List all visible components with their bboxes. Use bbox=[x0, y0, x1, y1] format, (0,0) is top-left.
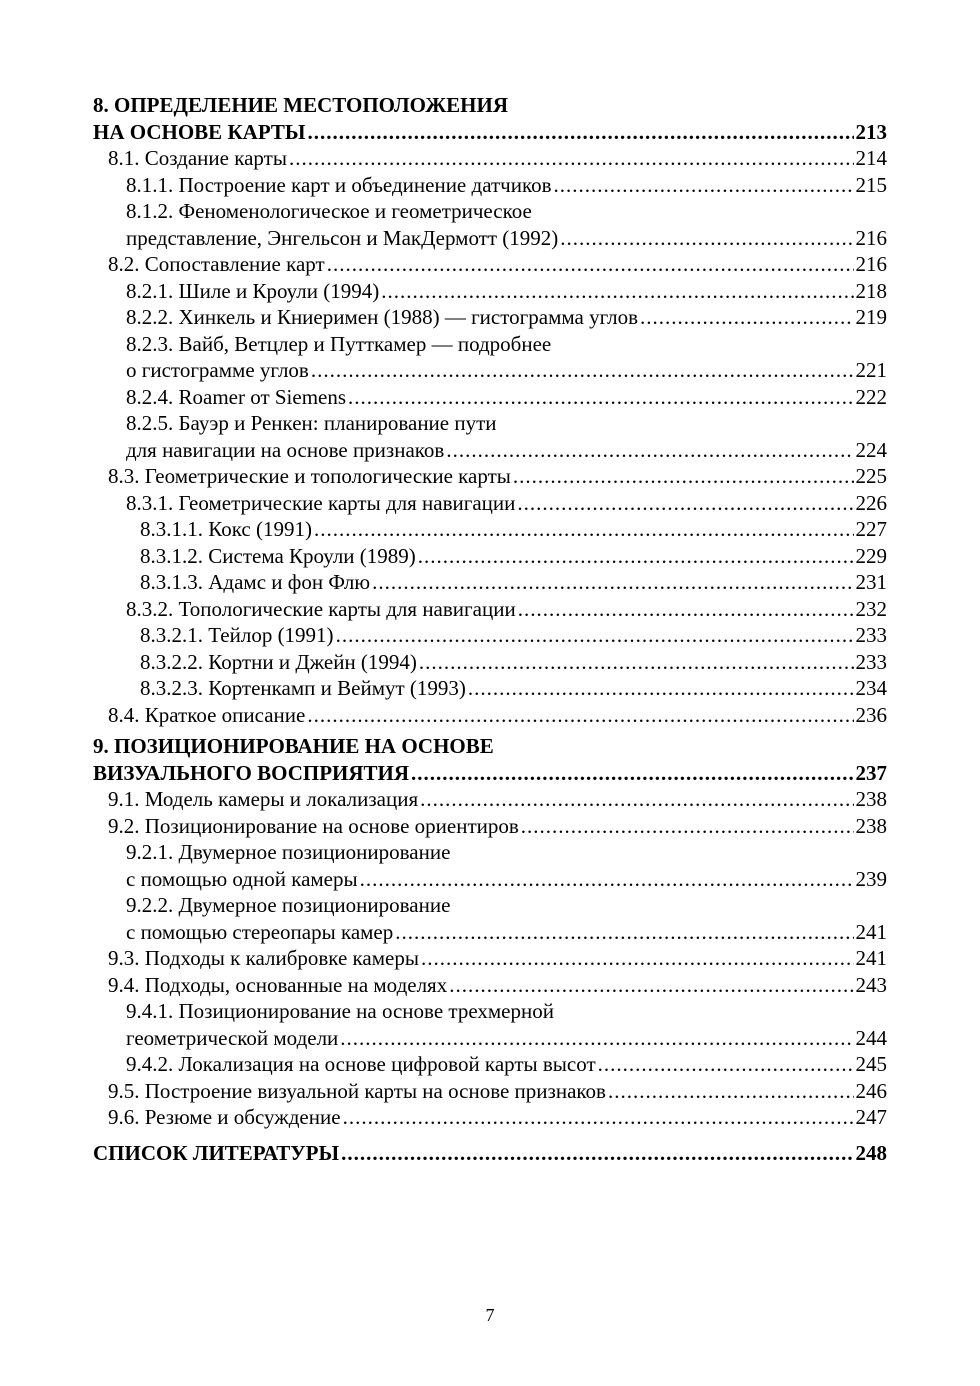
toc-entry bbox=[93, 733, 887, 786]
toc-entry bbox=[93, 172, 887, 199]
toc-entry bbox=[93, 1051, 887, 1078]
dot-leader bbox=[446, 437, 853, 464]
dot-leader bbox=[640, 304, 853, 331]
dot-leader bbox=[307, 702, 853, 729]
dot-leader bbox=[521, 813, 854, 840]
toc-entry-title: 8.2.1. Шиле и Кроули (1994) bbox=[126, 278, 380, 303]
toc-entry-page: 221 bbox=[855, 358, 887, 382]
dot-leader bbox=[343, 1104, 854, 1131]
toc-entry-title-line: 9.4.1. Позиционирование на основе трехмерной bbox=[126, 999, 554, 1023]
toc-entry-title: 8.3.2.2. Кортни и Джейн (1994) bbox=[140, 649, 417, 674]
toc-entry-title: 8.1. Создание карты bbox=[108, 146, 287, 170]
toc-entry bbox=[93, 675, 887, 702]
dot-leader bbox=[420, 786, 853, 813]
dot-leader bbox=[518, 596, 854, 623]
dot-leader bbox=[418, 543, 854, 570]
toc-entry-title: 9.6. Резюме и обсуждение bbox=[108, 1105, 341, 1129]
toc-entry-title: 8.3.2.1. Тейлор (1991) bbox=[140, 623, 334, 647]
toc-entry-title-line: 9.2.2. Двумерное позиционирование bbox=[126, 893, 451, 917]
dot-leader bbox=[411, 760, 853, 787]
toc-entry-page: 248 bbox=[855, 1140, 887, 1165]
toc-entry-title: 8.1.1. Построение карт и объединение датчиков bbox=[126, 172, 552, 197]
toc-entry bbox=[93, 92, 887, 145]
toc-entry bbox=[93, 998, 887, 1051]
toc-entry-title: 8.4. Краткое описание bbox=[108, 702, 306, 727]
dot-leader bbox=[311, 357, 854, 384]
dot-leader bbox=[560, 225, 853, 252]
toc-entry bbox=[93, 1104, 887, 1131]
dot-leader bbox=[341, 1140, 853, 1167]
dot-leader bbox=[419, 649, 854, 676]
toc-entry-page: 227 bbox=[855, 517, 887, 541]
toc-entry-page: 219 bbox=[855, 305, 887, 329]
toc-entry-page: 215 bbox=[855, 172, 887, 197]
toc-entry-title: 8.3.2. Топологические карты для навигации bbox=[126, 596, 516, 621]
toc-entry-page: 222 bbox=[855, 384, 887, 409]
dot-leader bbox=[517, 490, 853, 517]
toc-entry-title: 9.3. Подходы к калибровке камеры bbox=[108, 946, 419, 970]
toc-entry-title: 8.2. Сопоставление карт bbox=[108, 252, 325, 276]
dot-leader bbox=[348, 384, 853, 411]
toc-entry bbox=[93, 463, 887, 490]
toc-entry bbox=[93, 198, 887, 251]
toc-entry bbox=[93, 543, 887, 570]
toc-entry-page: 243 bbox=[855, 972, 887, 997]
toc-entry bbox=[93, 516, 887, 543]
toc-entry-page: 216 bbox=[855, 252, 887, 276]
toc-entry-title: 8.3.1.1. Кокс (1991) bbox=[140, 517, 312, 541]
dot-leader bbox=[340, 1025, 853, 1052]
dot-leader bbox=[314, 516, 854, 543]
toc-entry-title: о гистограмме углов bbox=[126, 358, 309, 382]
toc-entry bbox=[93, 892, 887, 945]
toc-entry-title: с помощью стереопары камер bbox=[126, 919, 394, 944]
table-of-contents bbox=[93, 92, 887, 1166]
toc-entry bbox=[93, 569, 887, 596]
toc-entry bbox=[93, 1140, 887, 1167]
toc-entry bbox=[93, 702, 887, 729]
toc-entry-title-line: 8.2.5. Бауэр и Ренкен: планирование пути bbox=[126, 411, 497, 435]
toc-entry-page: 229 bbox=[855, 543, 887, 568]
toc-entry-title: 9.2. Позиционирование на основе ориентиров bbox=[108, 813, 519, 838]
dot-leader bbox=[395, 919, 853, 946]
toc-entry-page: 214 bbox=[855, 146, 887, 170]
toc-entry-page: 236 bbox=[855, 702, 887, 727]
toc-entry bbox=[93, 145, 887, 172]
toc-entry-page: 238 bbox=[855, 813, 887, 838]
toc-entry-page: 241 bbox=[855, 946, 887, 970]
toc-entry bbox=[93, 384, 887, 411]
toc-entry bbox=[93, 813, 887, 840]
toc-entry-title-line: 8. ОПРЕДЕЛЕНИЕ МЕСТОПОЛОЖЕНИЯ bbox=[93, 93, 509, 117]
toc-entry-title: 8.3. Геометрические и топологические карты bbox=[108, 464, 511, 488]
dot-leader bbox=[468, 675, 854, 702]
toc-entry bbox=[93, 649, 887, 676]
toc-entry-title: с помощью одной камеры bbox=[126, 866, 358, 891]
toc-entry-title: для навигации на основе признаков bbox=[126, 437, 445, 462]
dot-leader bbox=[308, 119, 854, 146]
dot-leader bbox=[372, 569, 853, 596]
toc-entry-title: 8.3.1.3. Адамс и фон Флю bbox=[140, 570, 371, 594]
toc-entry-page: 237 bbox=[855, 760, 887, 785]
dot-leader bbox=[513, 463, 854, 490]
toc-entry bbox=[93, 251, 887, 278]
toc-entry-title: НА ОСНОВЕ КАРТЫ bbox=[93, 119, 306, 144]
toc-entry-title: ВИЗУАЛЬНОГО ВОСПРИЯТИЯ bbox=[93, 760, 410, 785]
toc-entry-title: 9.4. Подходы, основанные на моделях bbox=[108, 972, 448, 997]
toc-entry-title: 9.4.2. Локализация на основе цифровой карты высот bbox=[126, 1052, 596, 1076]
toc-entry-page: 216 bbox=[855, 225, 887, 250]
toc-entry-page: 244 bbox=[855, 1025, 887, 1050]
toc-entry-page: 247 bbox=[855, 1105, 887, 1129]
toc-entry-page: 213 bbox=[855, 119, 887, 144]
toc-entry-title: 8.3.1. Геометрические карты для навигации bbox=[126, 490, 516, 515]
toc-entry bbox=[93, 786, 887, 813]
dot-leader bbox=[598, 1051, 854, 1078]
toc-entry-page: 231 bbox=[855, 570, 887, 594]
toc-entry-title-line: 9.2.1. Двумерное позиционирование bbox=[126, 840, 451, 864]
toc-entry-page: 218 bbox=[855, 278, 887, 303]
dot-leader bbox=[421, 945, 854, 972]
toc-entry bbox=[93, 304, 887, 331]
toc-entry-page: 226 bbox=[855, 490, 887, 515]
toc-entry bbox=[93, 839, 887, 892]
toc-entry bbox=[93, 596, 887, 623]
dot-leader bbox=[289, 145, 854, 172]
dot-leader bbox=[608, 1078, 854, 1105]
toc-entry bbox=[93, 945, 887, 972]
toc-entry-page: 241 bbox=[855, 919, 887, 944]
toc-entry-title: геометрической модели bbox=[126, 1025, 339, 1050]
dot-leader bbox=[449, 972, 853, 999]
page-number: 7 bbox=[485, 1305, 495, 1325]
toc-entry-page: 245 bbox=[855, 1052, 887, 1076]
dot-leader bbox=[327, 251, 854, 278]
toc-entry-title: 9.1. Модель камеры и локализация bbox=[108, 787, 419, 811]
toc-entry-title: представление, Энгельсон и МакДермотт (1992) bbox=[126, 225, 559, 250]
toc-entry-page: 233 bbox=[855, 623, 887, 647]
toc-entry-title: 8.2.2. Хинкель и Книеримен (1988) — гистограмма углов bbox=[126, 305, 639, 329]
toc-entry bbox=[93, 490, 887, 517]
toc-entry-page: 232 bbox=[855, 596, 887, 621]
dot-leader bbox=[360, 866, 854, 893]
toc-entry bbox=[93, 410, 887, 463]
toc-entry bbox=[93, 331, 887, 384]
toc-entry-page: 246 bbox=[855, 1078, 887, 1103]
toc-entry-title-line: 8.1.2. Феноменологическое и геометрическое bbox=[126, 199, 532, 223]
toc-entry-title: 9.5. Построение визуальной карты на основе признаков bbox=[108, 1078, 606, 1103]
toc-entry bbox=[93, 622, 887, 649]
dot-leader bbox=[554, 172, 854, 199]
toc-entry-page: 238 bbox=[855, 787, 887, 811]
dot-leader bbox=[381, 278, 853, 305]
toc-entry bbox=[93, 1078, 887, 1105]
toc-entry-page: 239 bbox=[855, 866, 887, 891]
toc-entry-page: 224 bbox=[855, 437, 887, 462]
toc-entry bbox=[93, 278, 887, 305]
dot-leader bbox=[336, 622, 854, 649]
toc-entry-title-line: 8.2.3. Вайб, Ветцлер и Путткамер — подробнее bbox=[126, 331, 552, 356]
toc-entry-page: 234 bbox=[855, 676, 887, 700]
toc-entry bbox=[93, 972, 887, 999]
toc-entry-title: СПИСОК ЛИТЕРАТУРЫ bbox=[93, 1140, 340, 1165]
toc-entry-title: 8.3.2.3. Кортенкамп и Веймут (1993) bbox=[140, 676, 466, 700]
toc-entry-title: 8.3.1.2. Система Кроули (1989) bbox=[140, 543, 416, 568]
toc-entry-page: 233 bbox=[855, 649, 887, 674]
toc-entry-title-line: 9. ПОЗИЦИОНИРОВАНИЕ НА ОСНОВЕ bbox=[93, 734, 494, 758]
toc-entry-title: 8.2.4. Roamer от Siemens bbox=[126, 384, 347, 409]
toc-entry-page: 225 bbox=[855, 464, 887, 488]
